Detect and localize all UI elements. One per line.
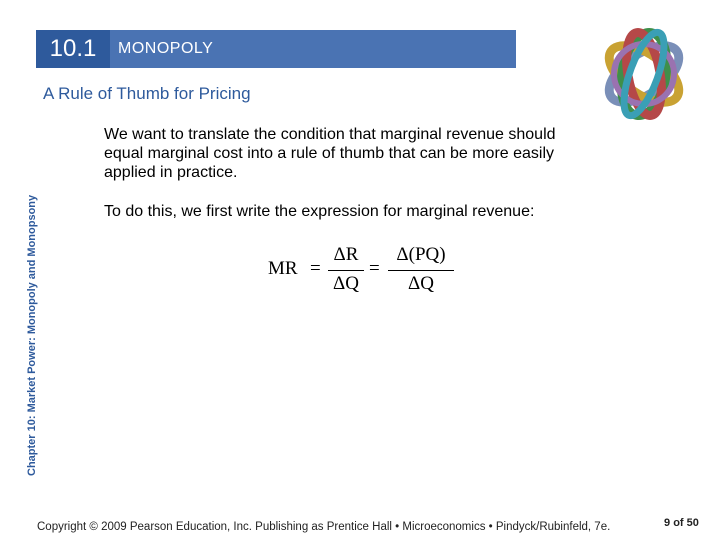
marginal-revenue-equation — [268, 242, 468, 302]
equation-equals: = — [310, 258, 321, 279]
chapter-side-label: Chapter 10: Market Power: Monopoly and Monopsony — [26, 194, 38, 476]
paragraph-2: To do this, we first write the expression for marginal revenue: — [104, 203, 535, 220]
paragraph-1-line: We want to translate the condition that marginal revenue should — [104, 126, 556, 143]
page-total: 50 — [686, 517, 699, 529]
slide-subtitle: A Rule of Thumb for Pricing — [43, 84, 251, 103]
paragraph-1-line: equal marginal cost into a rule of thumb that can be more easily — [104, 145, 555, 162]
fraction-numerator: ΔR — [333, 244, 359, 265]
page-of: of — [673, 517, 684, 529]
equation-equals: = — [369, 258, 380, 279]
equation-lhs: MR — [268, 258, 298, 279]
section-title: MONOPOLY — [118, 40, 214, 57]
copyright-footer: Copyright © 2009 Pearson Education, Inc. Publishing as Prentice Hall • Microeconomics • Pindyck/Rubinfeld, 7e. — [37, 521, 611, 533]
fraction-numerator: Δ(PQ) — [396, 244, 446, 265]
paragraph-1 — [104, 125, 624, 182]
fraction-denominator: ΔQ — [408, 273, 434, 294]
paragraph-1-line: applied in practice. — [104, 164, 238, 181]
fraction-bar — [388, 270, 454, 271]
interlocking-rings-icon — [578, 18, 714, 130]
page-current: 9 — [664, 517, 671, 529]
fraction-bar — [328, 270, 364, 271]
fraction-denominator: ΔQ — [333, 273, 359, 294]
page-number — [664, 517, 699, 529]
section-number: 10.1 — [36, 30, 110, 68]
